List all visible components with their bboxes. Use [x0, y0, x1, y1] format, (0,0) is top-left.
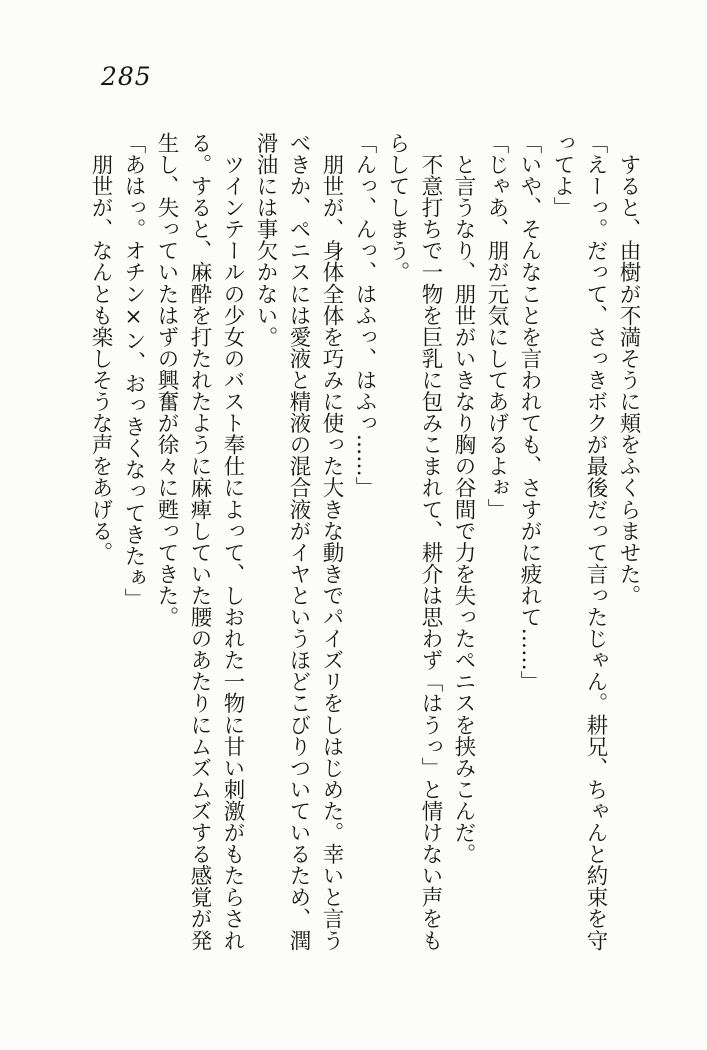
text-line: 朋世が、身体全体を巧みに使った大きな動きでパイズリをしはじめた。幸いと言う [319, 132, 344, 951]
text-line: らしてしまう。 [385, 132, 410, 283]
text-line: べきか、ペニスには愛液と精液の混合液がイヤというほどこびりついているため、潤 [286, 132, 311, 951]
text-line: 「じゃあ、朋が元気にしてあげるよぉ」 [484, 132, 509, 520]
text-line: と言うなり、朋世がいきなり胸の谷間で力を失ったペニスを挟みこんだ。 [451, 132, 476, 865]
text-line: ってよ」 [550, 132, 575, 219]
text-line: 「いや、そんなことを言われても、さすがに疲れて……」 [517, 132, 542, 693]
text-line: 滑油には事欠かない。 [253, 132, 278, 348]
text-line: 生し、失っていたはずの興奮が徐々に甦ってきた。 [154, 132, 179, 628]
text-line: 「えーっ。だって、さっきボクが最後だって言ったじゃん。耕兄、ちゃんと約束を守 [583, 132, 608, 951]
text-line: ツインテールの少女のバスト奉仕によって、しおれた一物に甘い刺激がもたらされ [220, 132, 245, 951]
text-line: 朋世が、なんとも楽しそうな声をあげる。 [88, 132, 113, 563]
text-line: 「あはっ。オチン×ン、おっきくなってきたぁ」 [121, 132, 146, 610]
page-number: 285 [101, 62, 152, 91]
text-line: すると、由樹が不満そうに頬をふくらませた。 [616, 132, 641, 607]
text-line: る。すると、麻酔を打たれたように麻痺していた腰のあたりにムズムズする感覚が発 [187, 132, 212, 951]
text-line: 不意打ちで一物を巨乳に包みこまれて、耕介は思わず「はうっ」と情けない声をも [418, 132, 443, 951]
body-text [84, 132, 645, 956]
text-line: 「んっ、んっ、はふっ、はふっ……」 [352, 132, 377, 499]
